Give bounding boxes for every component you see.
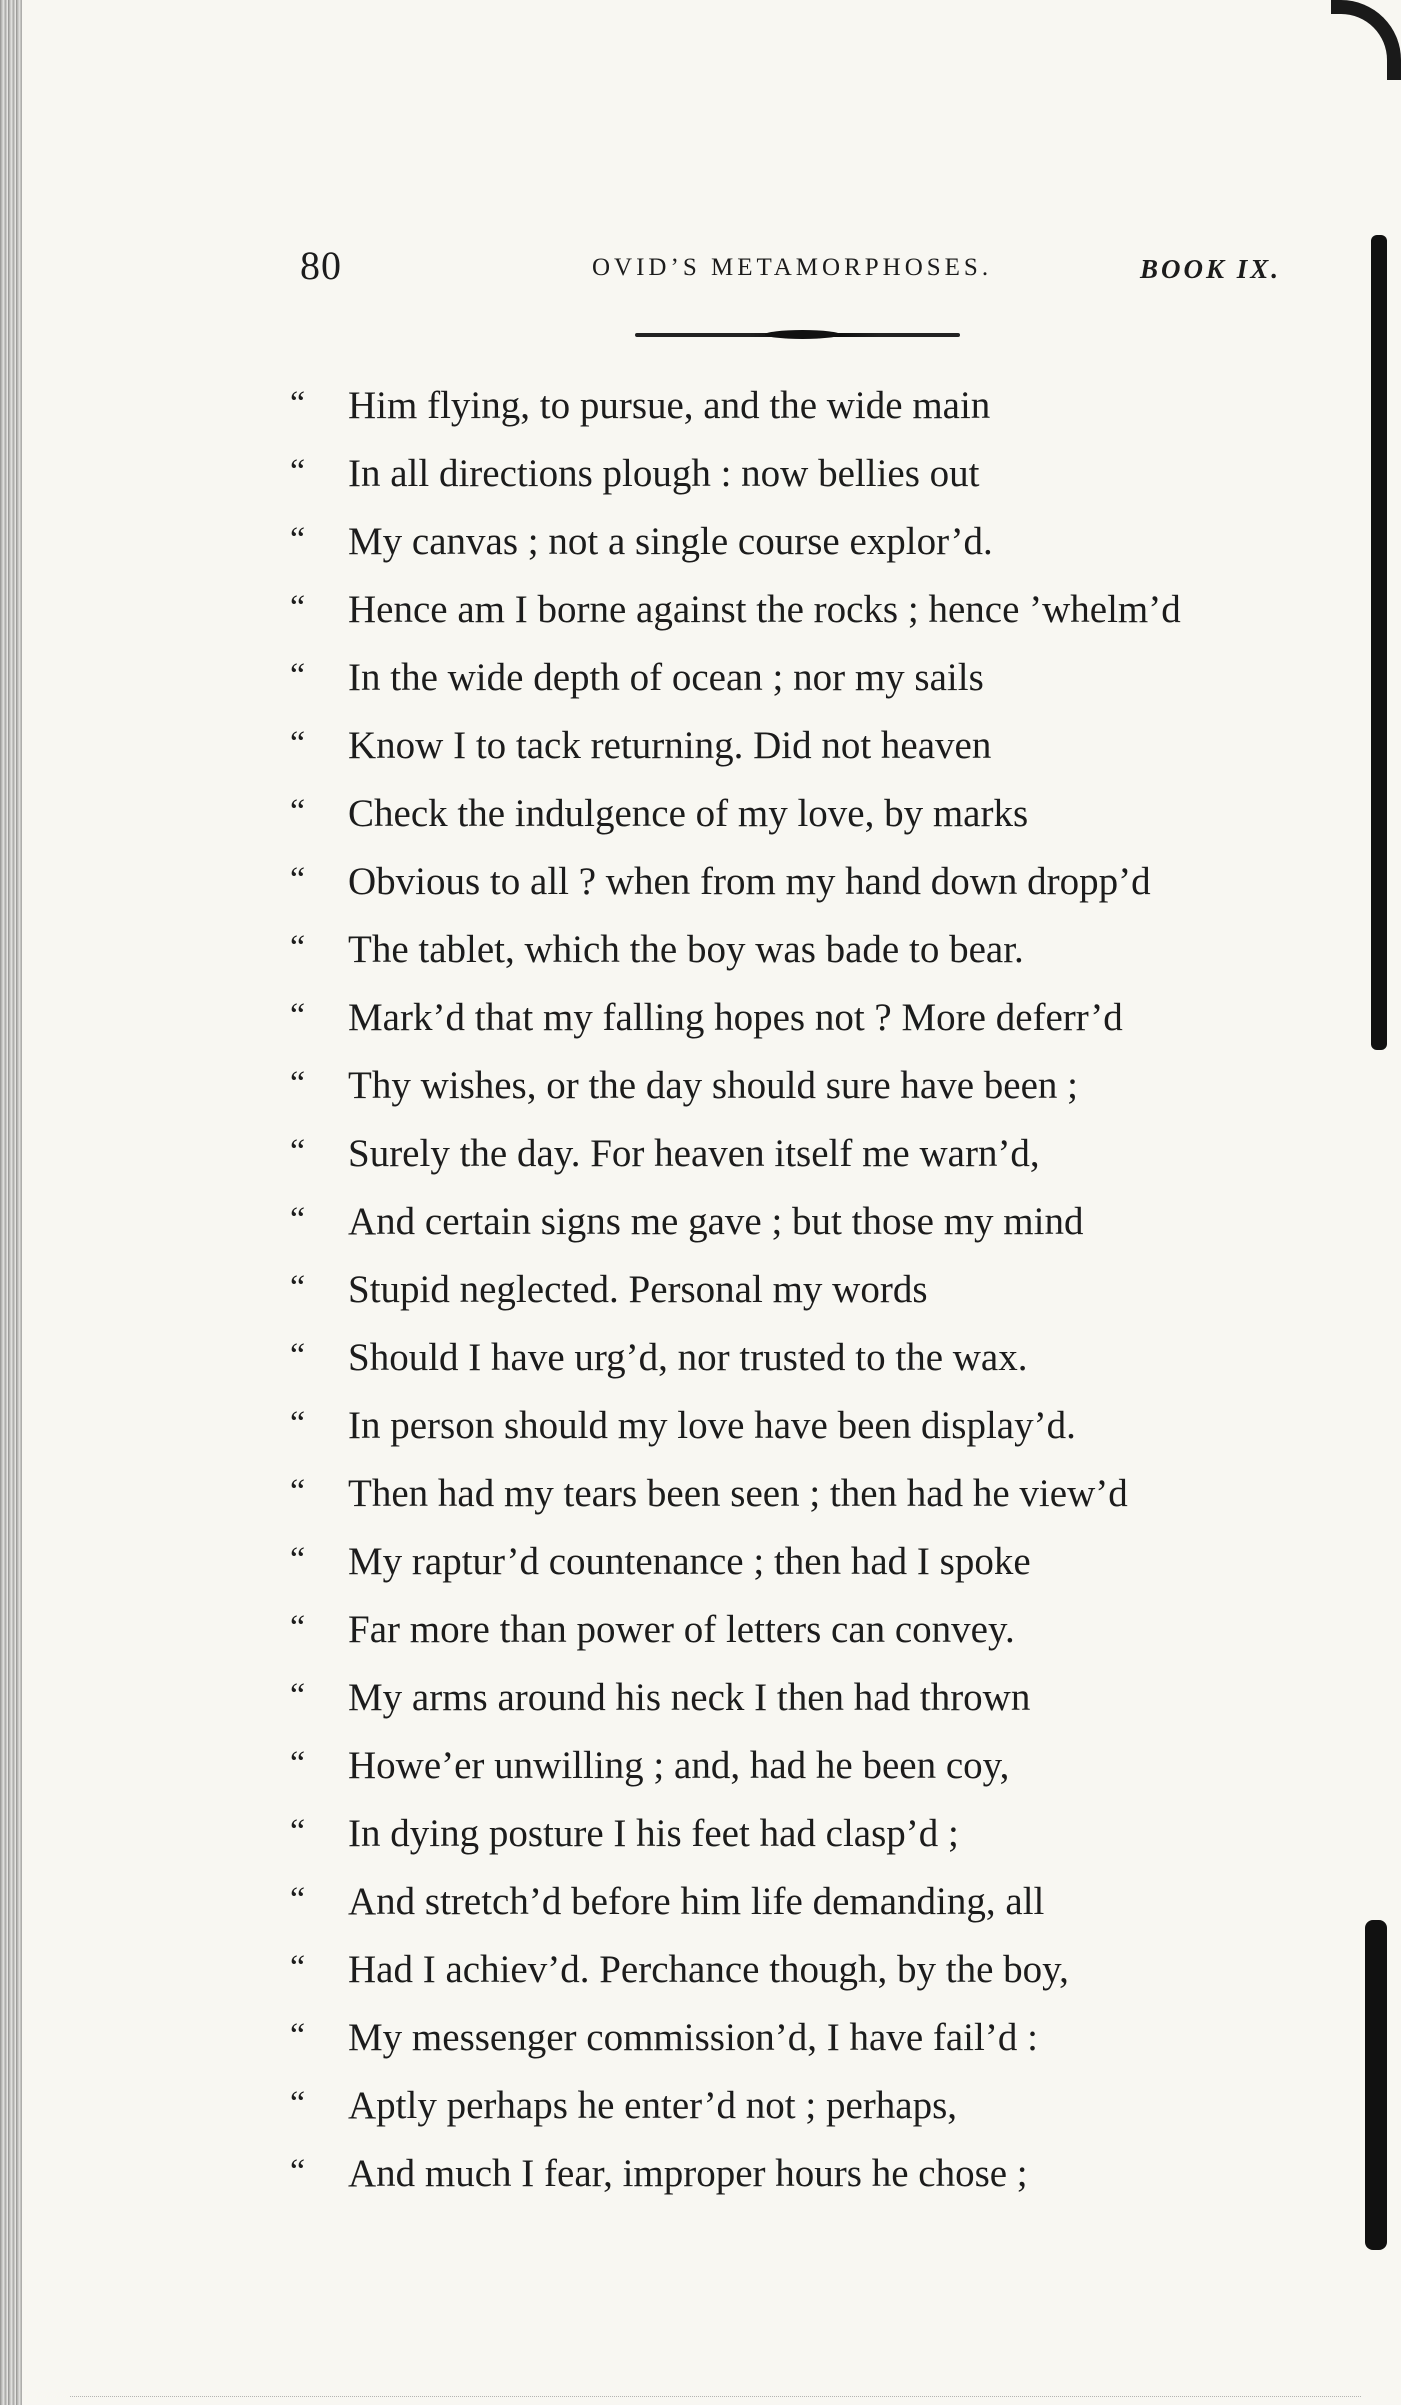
- verse-line: [290, 1254, 1310, 1322]
- verse-line: [290, 1050, 1310, 1118]
- verse-text: In the wide depth of ocean ; nor my sails: [348, 656, 984, 699]
- quote-mark: “: [290, 1065, 306, 1102]
- page-bottom-edge: [70, 2396, 1361, 2405]
- verse-text: Hence am I borne against the rocks ; hence ’whelm’d: [348, 588, 1181, 631]
- verse-text: Stupid neglected. Personal my words: [348, 1268, 928, 1311]
- quote-mark: “: [290, 861, 306, 898]
- book-label: BOOK IX.: [1140, 254, 1282, 284]
- verse-line: [290, 710, 1310, 778]
- quote-mark: “: [290, 1609, 306, 1646]
- verse-line: [290, 846, 1310, 914]
- quote-mark: “: [290, 1405, 306, 1442]
- verse-text: Mark’d that my falling hopes not ? More deferr’d: [348, 996, 1123, 1039]
- verse-text: My arms around his neck I then had thrown: [348, 1676, 1031, 1719]
- quote-mark: “: [290, 2017, 306, 2054]
- verse-text: My raptur’d countenance ; then had I spoke: [348, 1540, 1031, 1583]
- quote-mark: “: [290, 2153, 306, 2190]
- running-header: [300, 242, 1310, 302]
- verse-line: [290, 982, 1310, 1050]
- quote-mark: “: [290, 1541, 306, 1578]
- quote-mark: “: [290, 1813, 306, 1850]
- verse-text: Then had my tears been seen ; then had he view’d: [348, 1472, 1128, 1515]
- quote-mark: “: [290, 1269, 306, 1306]
- verse-text: And much I fear, improper hours he chose ;: [348, 2152, 1028, 2195]
- quote-mark: “: [290, 657, 306, 694]
- verse-text: In all directions plough : now bellies out: [348, 452, 980, 495]
- verse-line: [290, 438, 1310, 506]
- page-number: 80: [300, 243, 342, 288]
- quote-mark: “: [290, 793, 306, 830]
- header-rule: [635, 333, 960, 337]
- verse-text: Surely the day. For heaven itself me warn’d,: [348, 1132, 1040, 1175]
- verse-text: Thy wishes, or the day should sure have been ;: [348, 1064, 1078, 1107]
- verse-text: And stretch’d before him life demanding, all: [348, 1880, 1045, 1923]
- quote-mark: “: [290, 1881, 306, 1918]
- page-edge-shadow-upper: [1371, 235, 1387, 1050]
- verse-text: Had I achiev’d. Perchance though, by the boy,: [348, 1948, 1069, 1991]
- verse-text: In person should my love have been display’d.: [348, 1404, 1076, 1447]
- verse-line: [290, 1526, 1310, 1594]
- quote-mark: “: [290, 1949, 306, 1986]
- verse-line: [290, 2070, 1310, 2138]
- verse-text: Should I have urg’d, nor trusted to the wax.: [348, 1336, 1028, 1379]
- quote-mark: “: [290, 453, 306, 490]
- verse-line: [290, 1798, 1310, 1866]
- quote-mark: “: [290, 997, 306, 1034]
- quote-mark: “: [290, 589, 306, 626]
- verse-line: [290, 1458, 1310, 1526]
- verse-text: Far more than power of letters can convey.: [348, 1608, 1015, 1651]
- verse-line: [290, 2138, 1310, 2206]
- quote-mark: “: [290, 1201, 306, 1238]
- quote-mark: “: [290, 521, 306, 558]
- binding-edge: [0, 0, 22, 2405]
- verse-line: [290, 1594, 1310, 1662]
- verse-text: Check the indulgence of my love, by marks: [348, 792, 1029, 835]
- verse-list: [290, 370, 1310, 2206]
- verse-text: Howe’er unwilling ; and, had he been coy,: [348, 1744, 1010, 1787]
- verse-text: The tablet, which the boy was bade to bear.: [348, 928, 1024, 971]
- verse-text: Obvious to all ? when from my hand down dropp’d: [348, 860, 1151, 903]
- verse-line: [290, 506, 1310, 574]
- quote-mark: “: [290, 1133, 306, 1170]
- quote-mark: “: [290, 385, 306, 422]
- quote-mark: “: [290, 1473, 306, 1510]
- verse-line: [290, 1662, 1310, 1730]
- verse-line: [290, 778, 1310, 846]
- quote-mark: “: [290, 725, 306, 762]
- quote-mark: “: [290, 1337, 306, 1374]
- verse-line: [290, 642, 1310, 710]
- verse-line: [290, 1934, 1310, 2002]
- verse-text: My messenger commission’d, I have fail’d :: [348, 2016, 1038, 2059]
- quote-mark: “: [290, 1745, 306, 1782]
- page-edge-shadow-lower: [1365, 1920, 1387, 2250]
- verse-text: And certain signs me gave ; but those my mind: [348, 1200, 1084, 1243]
- running-title: OVID’S METAMORPHOSES.: [592, 254, 993, 281]
- verse-line: [290, 1118, 1310, 1186]
- verse-line: [290, 1730, 1310, 1798]
- verse-line: [290, 2002, 1310, 2070]
- quote-mark: “: [290, 929, 306, 966]
- verse-text: Know I to tack returning. Did not heaven: [348, 724, 992, 767]
- quote-mark: “: [290, 1677, 306, 1714]
- verse-line: [290, 1866, 1310, 1934]
- verse-line: [290, 370, 1310, 438]
- verse-line: [290, 914, 1310, 982]
- verse-line: [290, 1390, 1310, 1458]
- verse-text: My canvas ; not a single course explor’d.: [348, 520, 993, 563]
- quote-mark: “: [290, 2085, 306, 2122]
- verse-text: In dying posture I his feet had clasp’d ;: [348, 1812, 959, 1855]
- verse-line: [290, 574, 1310, 642]
- verse-line: [290, 1186, 1310, 1254]
- page-edge-shadow-top: [1331, 0, 1401, 80]
- verse-text: Aptly perhaps he enter’d not ; perhaps,: [348, 2084, 958, 2127]
- verse-text: Him flying, to pursue, and the wide main: [348, 384, 991, 427]
- verse-line: [290, 1322, 1310, 1390]
